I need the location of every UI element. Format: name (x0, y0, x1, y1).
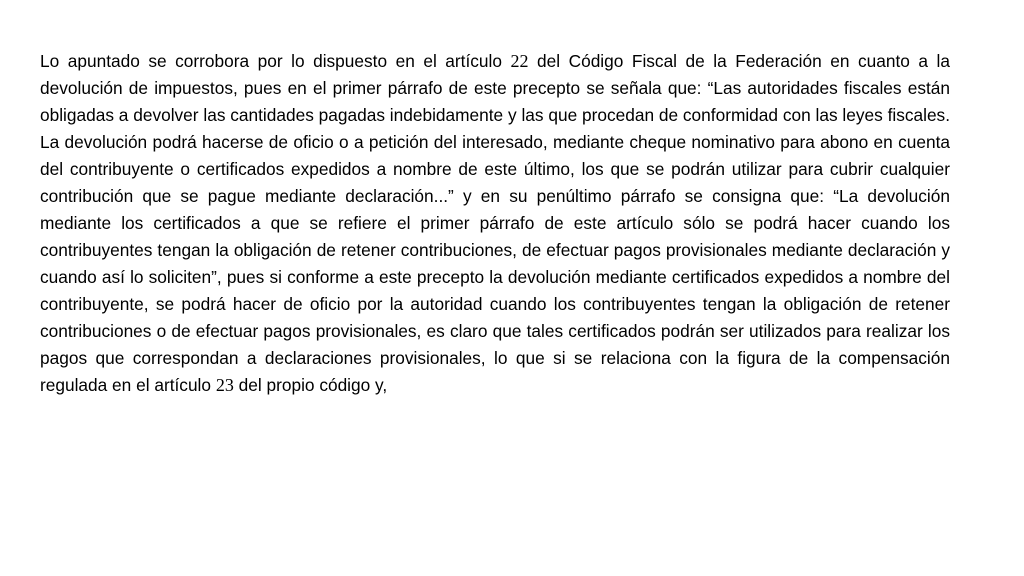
body-paragraph (40, 48, 950, 399)
article-number: 23 (215, 375, 234, 395)
text-segment: del propio código y, (233, 375, 388, 395)
text-segment: del Código Fiscal de la Federación en cuanto a la devolución de impuestos, pues en el primer párrafo de este precepto se señala que: “Las autoridades fiscales están obligadas a devolver las cantidades pagadas indebidamente y las que procedan de conformidad con las leyes fiscales. La devolución podrá hacerse de oficio o a petición del interesado, mediante cheque nominativo para abono en cuenta del contribuyente o certificados expedidos a nombre de este último, los que se podrán utilizar para cubrir cualquier contribución que se pague mediante declaración...” y en su penúltimo párrafo se consigna que: “La devolución mediante los certificados a que se refiere el primer párrafo de este artículo sólo se podrá hacer cuando los contribuyentes tengan la obligación de retener contribuciones, de efectuar pagos provisionales mediante declaración y cuando así lo soliciten”, pues si conforme a este precepto la devolución mediante certificados expedidos a nombre del contribuyente, se podrá hacer de oficio por la autoridad cuando los contribuyentes tengan la obligación de retener contribuciones o de efectuar pagos provisionales, es claro que tales certificados podrán ser utilizados para realizar los pagos que correspondan a declaraciones provisionales, lo que si se relaciona con la figura de la compensación regulada en el artículo (40, 51, 950, 395)
text-segment: Lo apuntado se corrobora por lo dispuesto en el artículo (40, 51, 511, 71)
article-number: 22 (510, 51, 529, 71)
